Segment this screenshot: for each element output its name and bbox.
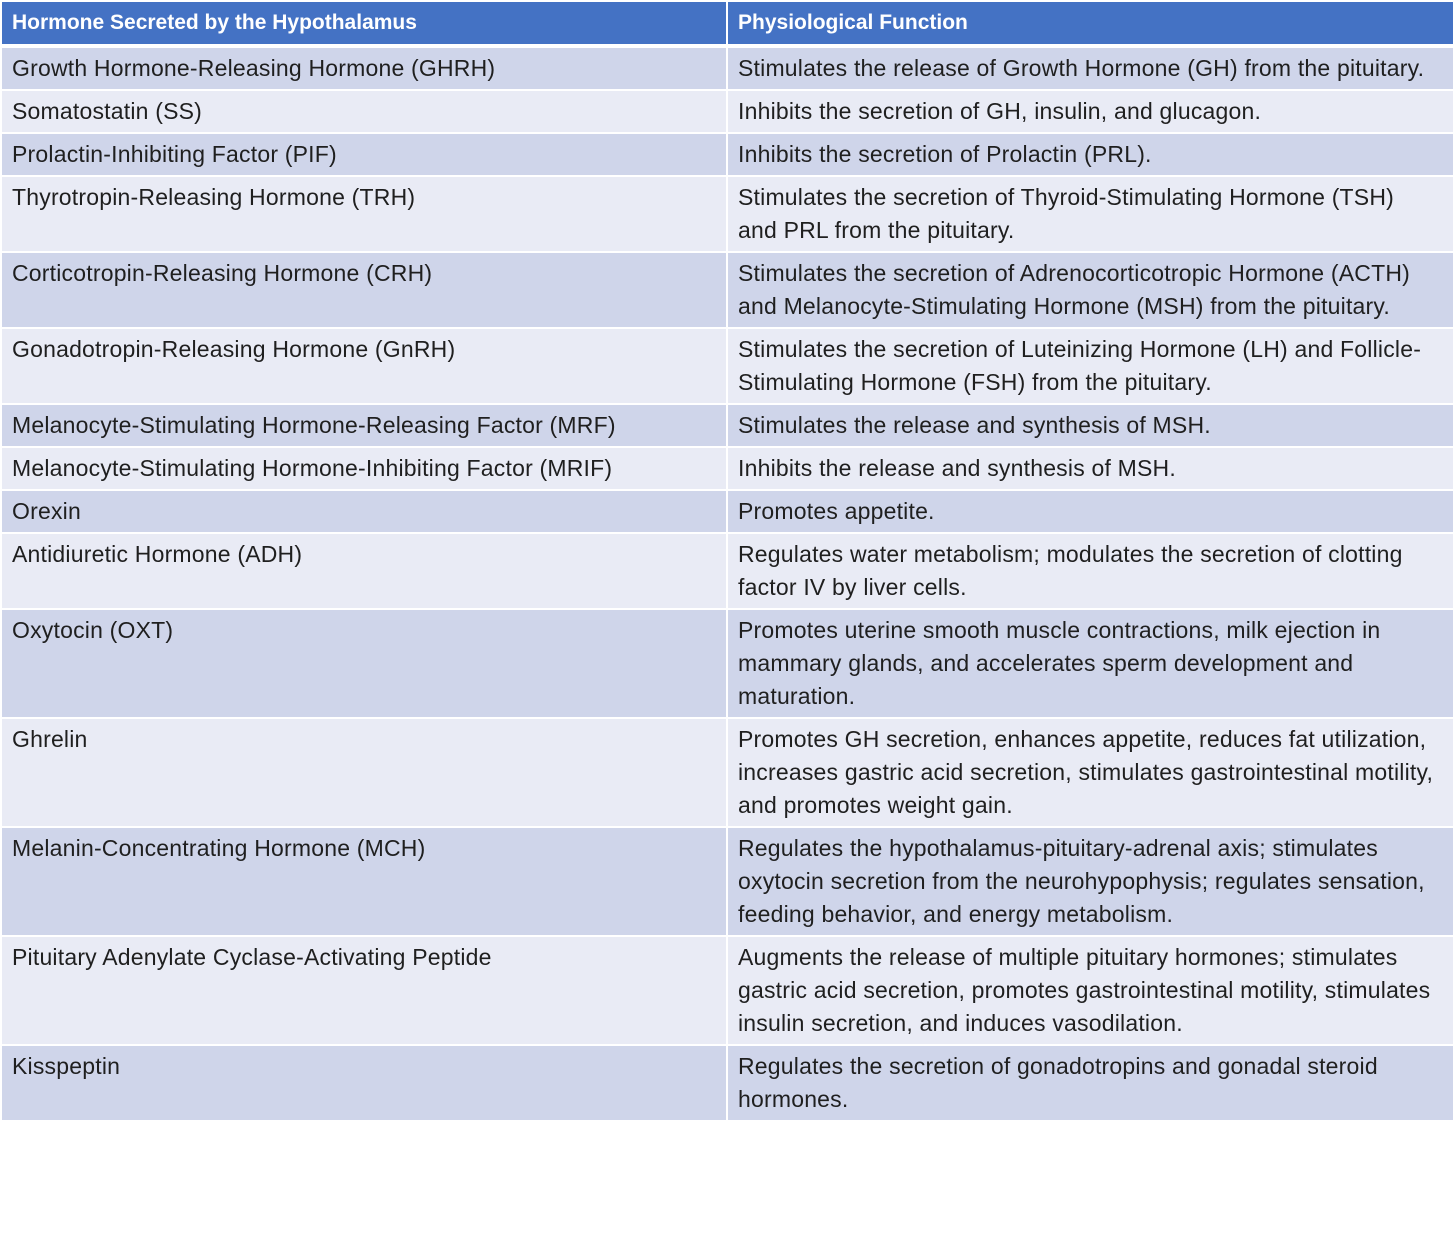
table-row	[1, 90, 1453, 133]
function-cell: Inhibits the release and synthesis of MSH.	[727, 447, 1453, 490]
table-row	[1, 1045, 1453, 1121]
table-row	[1, 176, 1453, 252]
hormone-cell: Antidiuretic Hormone (ADH)	[1, 533, 727, 609]
function-cell: Regulates water metabolism; modulates the secretion of clotting factor IV by liver cells.	[727, 533, 1453, 609]
table-row	[1, 252, 1453, 328]
table-row	[1, 404, 1453, 447]
hormone-cell: Prolactin-Inhibiting Factor (PIF)	[1, 133, 727, 176]
function-cell: Stimulates the release of Growth Hormone (GH) from the pituitary.	[727, 46, 1453, 90]
function-cell: Stimulates the release and synthesis of MSH.	[727, 404, 1453, 447]
table-row	[1, 328, 1453, 404]
table-header-row	[1, 1, 1453, 46]
table-row	[1, 46, 1453, 90]
function-cell: Stimulates the secretion of Thyroid-Stimulating Hormone (TSH) and PRL from the pituitary.	[727, 176, 1453, 252]
function-cell: Inhibits the secretion of GH, insulin, and glucagon.	[727, 90, 1453, 133]
function-cell: Augments the release of multiple pituitary hormones; stimulates gastric acid secretion, promotes gastrointestinal motility, stimulates insulin secretion, and induces vasodilation.	[727, 936, 1453, 1045]
function-cell: Promotes GH secretion, enhances appetite, reduces fat utilization, increases gastric acid secretion, stimulates gastrointestinal motility, and promotes weight gain.	[727, 718, 1453, 827]
table-row	[1, 490, 1453, 533]
hormone-cell: Oxytocin (OXT)	[1, 609, 727, 718]
table-row	[1, 609, 1453, 718]
hormone-cell: Ghrelin	[1, 718, 727, 827]
hormone-cell: Corticotropin-Releasing Hormone (CRH)	[1, 252, 727, 328]
table-row	[1, 718, 1453, 827]
header-function: Physiological Function	[727, 1, 1453, 46]
hormone-cell: Somatostatin (SS)	[1, 90, 727, 133]
header-hormone: Hormone Secreted by the Hypothalamus	[1, 1, 727, 46]
hormone-cell: Orexin	[1, 490, 727, 533]
table-row	[1, 447, 1453, 490]
hormone-cell: Gonadotropin-Releasing Hormone (GnRH)	[1, 328, 727, 404]
function-cell: Inhibits the secretion of Prolactin (PRL).	[727, 133, 1453, 176]
function-cell: Regulates the hypothalamus-pituitary-adrenal axis; stimulates oxytocin secretion from the neurohypophysis; regulates sensation, feeding behavior, and energy metabolism.	[727, 827, 1453, 936]
function-cell: Promotes uterine smooth muscle contractions, milk ejection in mammary glands, and accelerates sperm development and maturation.	[727, 609, 1453, 718]
hormone-cell: Growth Hormone-Releasing Hormone (GHRH)	[1, 46, 727, 90]
table-row	[1, 936, 1453, 1045]
table-row	[1, 827, 1453, 936]
table-row	[1, 133, 1453, 176]
function-cell: Stimulates the secretion of Luteinizing Hormone (LH) and Follicle-Stimulating Hormone (FSH) from the pituitary.	[727, 328, 1453, 404]
table-row	[1, 533, 1453, 609]
hormone-cell: Melanocyte-Stimulating Hormone-Inhibiting Factor (MRIF)	[1, 447, 727, 490]
hormone-cell: Thyrotropin-Releasing Hormone (TRH)	[1, 176, 727, 252]
hormone-cell: Pituitary Adenylate Cyclase-Activating Peptide	[1, 936, 727, 1045]
function-cell: Promotes appetite.	[727, 490, 1453, 533]
hormone-cell: Melanin-Concentrating Hormone (MCH)	[1, 827, 727, 936]
hormone-cell: Melanocyte-Stimulating Hormone-Releasing Factor (MRF)	[1, 404, 727, 447]
function-cell: Stimulates the secretion of Adrenocorticotropic Hormone (ACTH) and Melanocyte-Stimulating Hormone (MSH) from the pituitary.	[727, 252, 1453, 328]
hormone-cell: Kisspeptin	[1, 1045, 727, 1121]
function-cell: Regulates the secretion of gonadotropins and gonadal steroid hormones.	[727, 1045, 1453, 1121]
